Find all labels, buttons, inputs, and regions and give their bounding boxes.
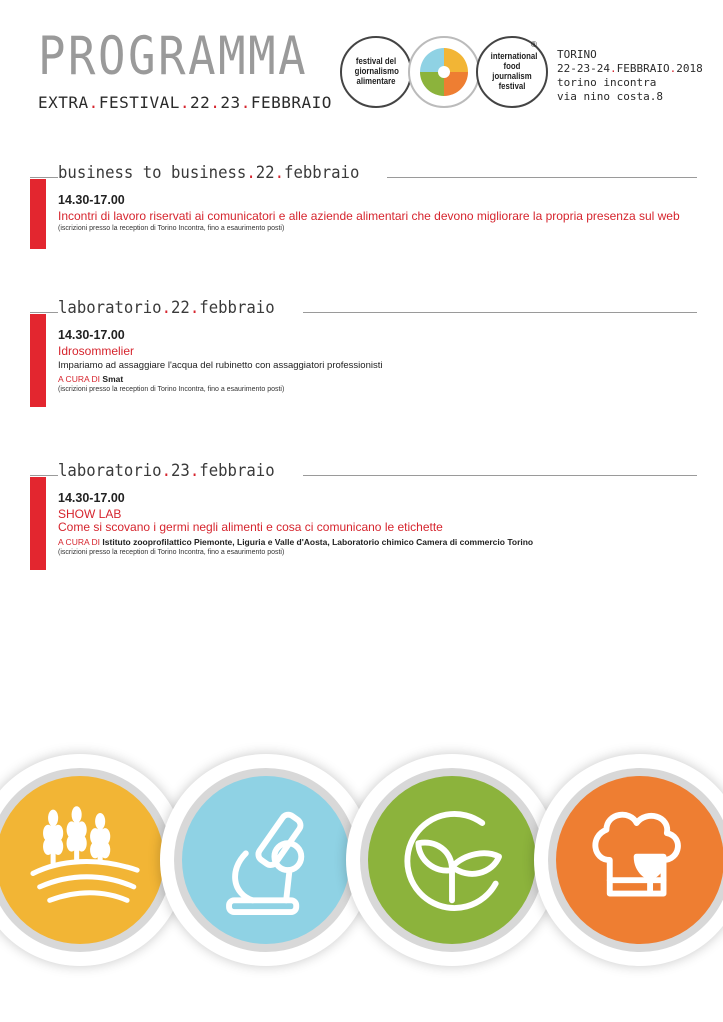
logo-center-emblem: [408, 36, 480, 108]
section-accent-bar: [30, 477, 46, 570]
event-curator: A CURA DI Smat: [58, 374, 124, 384]
event-time: 14.30-17.00: [58, 491, 125, 505]
event-note: (iscrizioni presso la reception di Torino Incontra, fino a esaurimento posti): [58, 549, 285, 556]
event-dates: 22-23-24.FEBBRAIO.2018: [557, 62, 703, 75]
chef-hat-glass-icon: [556, 776, 723, 944]
section-laboratorio-22: [0, 298, 723, 413]
registered-mark: ®: [531, 40, 537, 49]
section-accent-bar: [30, 179, 46, 249]
logo-right-circle: international food journalism festival: [476, 36, 548, 108]
section-business-to-business: [0, 163, 723, 253]
quadrant-emblem-icon: [416, 44, 472, 100]
page-title: PROGRAMMA: [38, 26, 309, 87]
event-title: Incontri di lavoro riservati ai comunicatori e alle aziende alimentari che devono migliorare la propria presenza sul web: [58, 209, 680, 223]
event-note: (iscrizioni presso la reception di Torino Incontra, fino a esaurimento posti): [58, 225, 285, 232]
section-divider: [303, 312, 697, 313]
wheat-badge: [0, 754, 186, 966]
event-item: [58, 328, 703, 393]
event-description: Impariamo ad assaggiare l'acqua del rubinetto con assaggiatori professionisti: [58, 360, 383, 371]
section-laboratorio-23: [0, 461, 723, 576]
sprout-badge: [346, 754, 558, 966]
event-curator: A CURA DI Istituto zooprofilattico Piemonte, Liguria e Valle d'Aosta, Laboratorio chimico Camera di commercio Torino: [58, 537, 534, 547]
event-title: Idrosommelier: [58, 344, 135, 358]
microscope-badge: [160, 754, 372, 966]
event-item: [58, 193, 703, 232]
event-item: [58, 491, 703, 556]
event-venue: torino incontra: [557, 76, 657, 89]
page-subtitle: EXTRA.FESTIVAL.22.23.FEBBRAIO: [38, 93, 332, 112]
event-time: 14.30-17.00: [58, 193, 125, 207]
event-address: via nino costa.8: [557, 90, 663, 103]
section-divider: [387, 177, 697, 178]
section-accent-bar: [30, 314, 46, 407]
festival-logo: [340, 34, 545, 114]
event-title: SHOW LAB: [58, 507, 122, 521]
section-title: business to business.22.febbraio: [58, 163, 360, 183]
event-time: 14.30-17.00: [58, 328, 125, 342]
chef-badge: [534, 754, 723, 966]
section-divider: [303, 475, 697, 476]
section-title: laboratorio.23.febbraio: [58, 461, 275, 481]
event-subtitle: Come si scovano i germi negli alimenti e cosa ci comunicano le etichette: [58, 520, 443, 534]
event-note: (iscrizioni presso la reception di Torino Incontra, fino a esaurimento posti): [58, 386, 285, 393]
event-city: TORINO: [557, 48, 597, 61]
sprout-icon: [368, 776, 536, 944]
event-info: [557, 48, 703, 104]
wheat-field-icon: [0, 776, 164, 944]
logo-left-circle: festival del giornalismo alimentare: [340, 36, 412, 108]
section-title: laboratorio.22.febbraio: [58, 298, 275, 318]
microscope-icon: [182, 776, 350, 944]
